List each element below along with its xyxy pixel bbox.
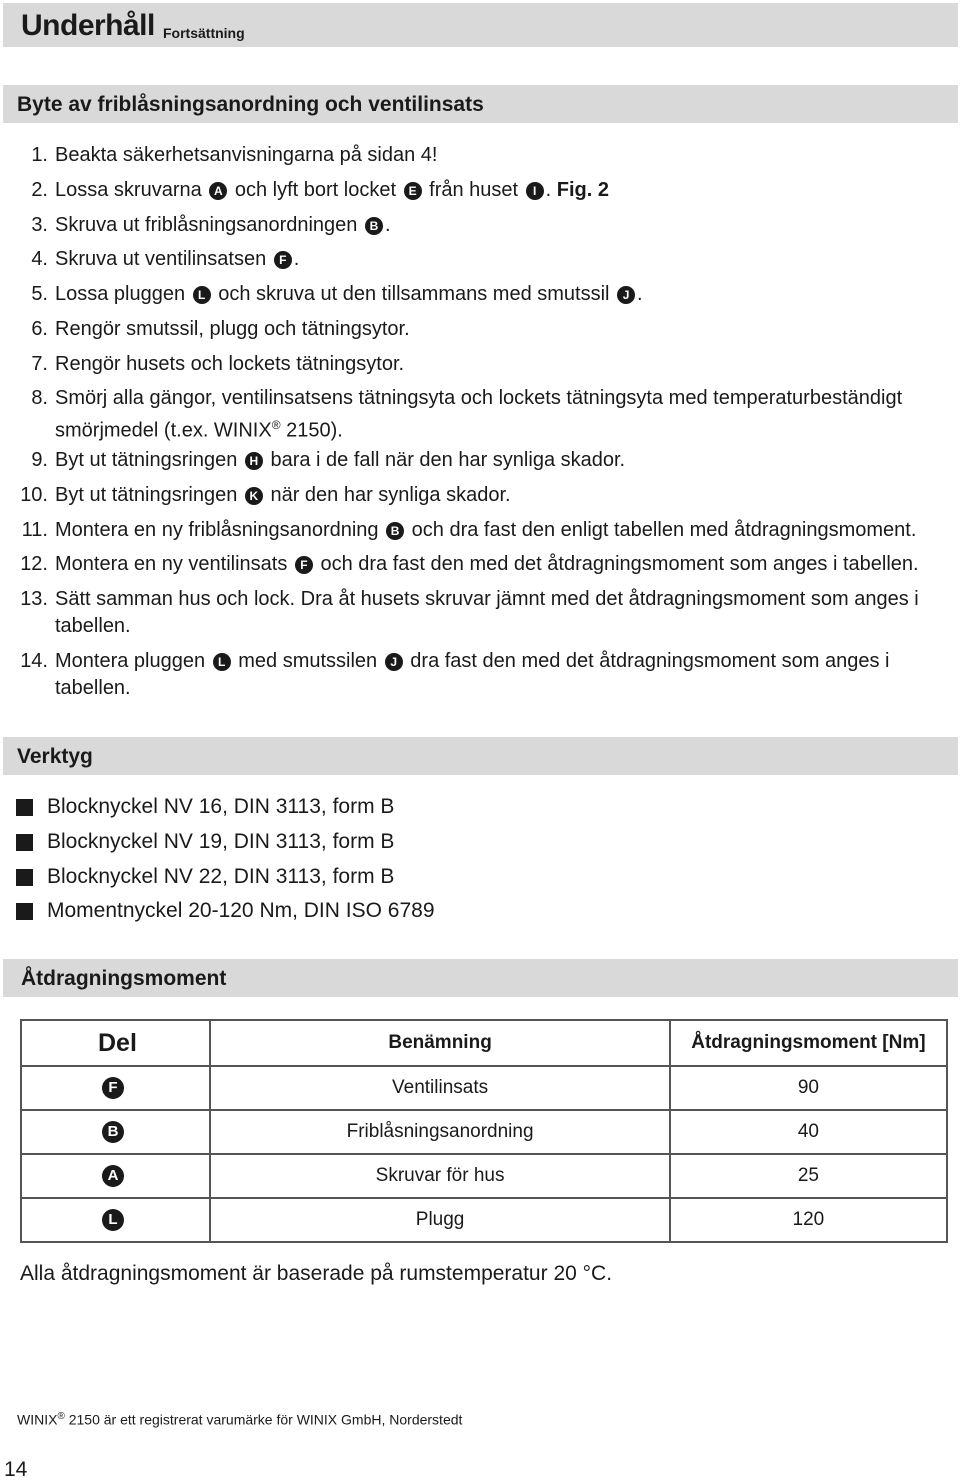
column-header: Benämning [210, 1020, 669, 1066]
page-title: Underhåll [21, 9, 155, 42]
section-title: Byte av friblåsningsanordning och ventilinsats [17, 93, 484, 116]
marker-b-icon: B [386, 522, 404, 540]
marker-f-icon: F [274, 251, 292, 269]
table-cell: 90 [670, 1066, 947, 1110]
part-marker-icon: A [102, 1165, 124, 1187]
marker-l-icon: L [213, 653, 231, 671]
table-cell: Friblåsningsanordning [210, 1110, 669, 1154]
trademark-footnote: WINIX® 2150 är ett registrerat varumärke för WINIX GmbH, Norderstedt [17, 1411, 463, 1428]
table-cell: Plugg [210, 1198, 669, 1242]
table-cell: 25 [670, 1154, 947, 1198]
marker-k-icon: K [245, 487, 263, 505]
list-item: Blocknyckel NV 16, DIN 3113, form B [0, 792, 700, 822]
section-title: Verktyg [17, 745, 93, 768]
list-item: Momentnyckel 20-120 Nm, DIN ISO 6789 [0, 896, 700, 926]
table-header-row [21, 1020, 947, 1066]
column-header: Del [21, 1020, 210, 1066]
marker-j-icon: J [617, 286, 635, 304]
table-cell: 120 [670, 1198, 947, 1242]
column-header: Åtdragningsmoment [Nm] [670, 1020, 947, 1066]
marker-j-icon: J [385, 653, 403, 671]
torque-note: Alla åtdragningsmoment är baserade på rumstemperatur 20 °C. [20, 1262, 613, 1285]
table-row [21, 1066, 947, 1110]
table-row [21, 1198, 947, 1242]
page-header [3, 3, 958, 47]
part-marker-icon: L [102, 1209, 124, 1231]
torque-table [20, 1019, 948, 1243]
marker-a-icon: A [209, 182, 227, 200]
table-cell: Ventilinsats [210, 1066, 669, 1110]
marker-l-icon: L [193, 286, 211, 304]
marker-i-icon: I [526, 182, 544, 200]
marker-b-icon: B [365, 217, 383, 235]
list-item: Blocknyckel NV 22, DIN 3113, form B [0, 862, 700, 892]
square-bullet-icon [16, 869, 33, 886]
list-item: Blocknyckel NV 19, DIN 3113, form B [0, 827, 700, 857]
square-bullet-icon [16, 903, 33, 920]
table-cell: 40 [670, 1110, 947, 1154]
page-subtitle: Fortsättning [163, 25, 245, 41]
table-cell: Skruvar för hus [210, 1154, 669, 1198]
part-marker-icon: B [102, 1121, 124, 1143]
table-row [21, 1154, 947, 1198]
table-row [21, 1110, 947, 1154]
section-heading-tools [3, 737, 958, 775]
marker-e-icon: E [404, 182, 422, 200]
marker-h-icon: H [245, 452, 263, 470]
square-bullet-icon [16, 799, 33, 816]
square-bullet-icon [16, 834, 33, 851]
marker-f-icon: F [295, 556, 313, 574]
section-heading-replacement [3, 85, 958, 123]
section-title: Åtdragningsmoment [21, 967, 227, 990]
part-marker-icon: F [102, 1077, 124, 1099]
figure-reference: Fig. 2 [556, 179, 610, 201]
section-heading-torque [3, 959, 958, 997]
page-number: 14 [4, 1458, 28, 1481]
